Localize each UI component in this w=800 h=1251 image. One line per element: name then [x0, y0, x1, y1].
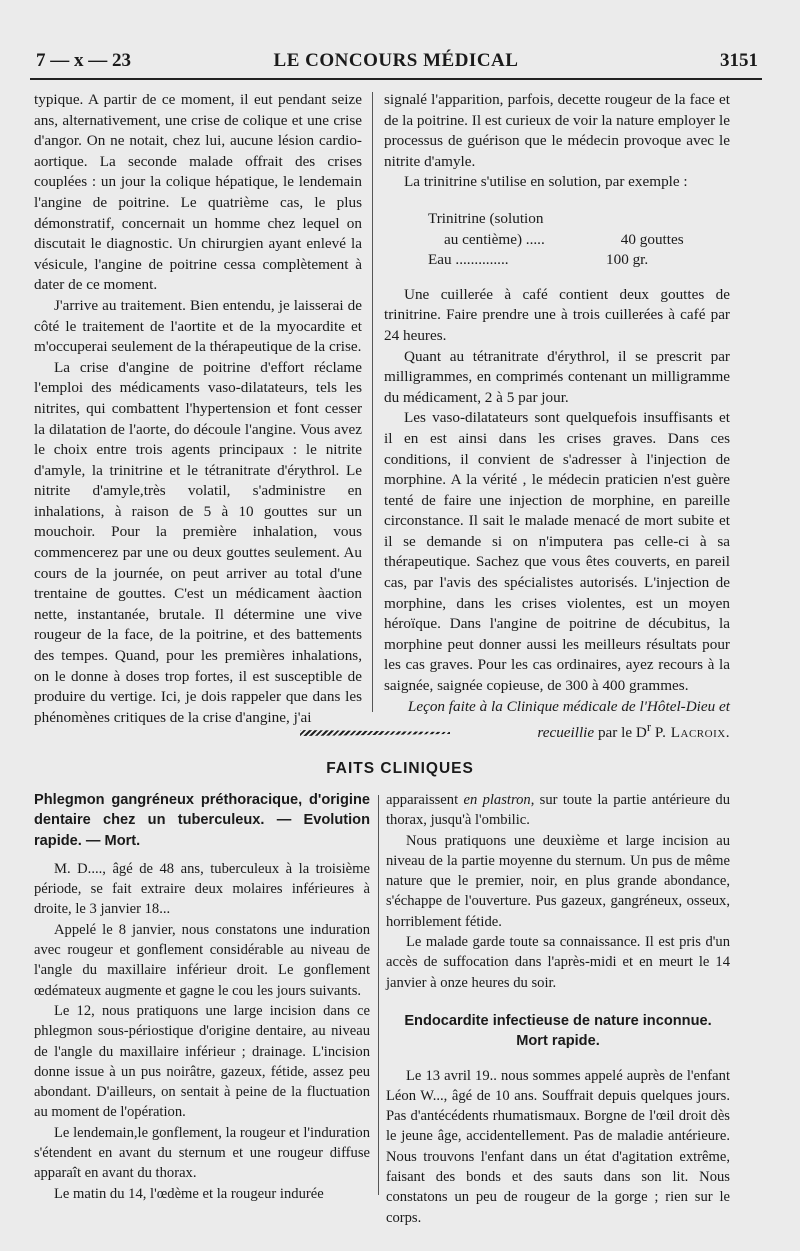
paragraph: La trinitrine s'utilise en solution, par exemple : — [404, 173, 688, 191]
paragraph: La crise d'angine de poitrine d'effort réclame l'emploi des médicaments vaso-dilatateurs, tels les nitrites, qui combattent l'hypertension et font cesser la dilatation de l'aorte, do découle l'angine. Vous avez le choix entre trois agents principaux : le nitrite d'amyle, la trinitrine et le tétranitrate d'érythrol. Le nitrite d'amyle,très volatil, s'administre en inhalations, à raison de 5 à 10 gouttes sur un mouchoir. Pour la première inhalation, vous commencerez par une ou deux gouttes seulement. Au cours de la journée, on peut arriver au total d'une trentaine de gouttes. C'est un médicament àaction nette, instantanée, brutale. Il détermine une vive rougeur de la face, de la poitrine, et des battements des tempes. Quand, pour les premières inhalations, on le donne à doses trop fortes, il est susceptible de produire du vertige. Ici, je dois rappeler que dans les phénomènes critiques de la crise d'angine, j'ai — [34, 358, 362, 726]
article-title: Endocardite infectieuse de nature inconnue. Mort rapide. — [404, 1012, 712, 1050]
header-date: 7 — x — 23 — [36, 50, 131, 71]
paragraph: Une cuillerée à café contient deux gouttes de trinitrine. Faire prendre une à trois cuillerées à café par 24 heures. — [384, 285, 730, 344]
section-title: FAITS CLINIQUES — [326, 760, 474, 777]
paragraph: typique. A partir de ce moment, il eut pendant seize ans, alternativement, une crise de colique et une crise d'angor. On ne notait, chez lui, aucune lésion cardio-aortique. La seconde malade offrait des crises couplées : un jour la colique hépatique, le lendemain l'angine de poitrine. Le quatrième cas, le plus démonstratif, concernait un homme chez lequel on discutait le diagnostic. Un chirurgien ayant enlevé la vésicule, l'angine de poitrine cessa complètement à dater de ce moment. — [34, 91, 362, 294]
paragraph: M. D...., âgé de 48 ans, tuberculeux à la troisième période, se fait extraire deux molaires inférieures à droite, le 3 janvier 18... — [34, 860, 370, 918]
paragraph: J'arrive au traitement. Bien entendu, je laisserai de côté le traitement de l'aortite et de la myocardite et m'occuperai seulement de la thérapeutique de la crise. — [34, 296, 362, 356]
paragraph: Quant au tétranitrate d'érythrol, il se prescrit par milligrammes, en comprimés contenant un milligramme du médicament, 2 à 5 par jour. — [384, 347, 730, 406]
paragraph: apparaissent en plastron, sur toute la partie antérieure du thorax, jusqu'à l'ombilic. — [386, 792, 730, 829]
column-1 — [34, 90, 362, 728]
citation: Leçon faite à la Clinique médicale de l'Hôtel-Dieu et recueillie par le $D^r$ P. Lacroix. — [407, 697, 730, 742]
running-header — [30, 48, 762, 80]
paragraph: Le malade garde toute sa connaissance. Il est pris d'un accès de suffocation dans l'après-midi et en meurt le 14 janvier à onze heures du soir. — [386, 934, 730, 991]
paragraph: Le lendemain,le gonflement, la rougeur et l'induration s'étendent en avant du sternum et une rougeur diffuse apparaît en avant du thorax. — [34, 1124, 370, 1182]
article-title: Phlegmon gangréneux préthoracique, d'origine dentaire chez un tuberculeux. — Evolution rapide. — Mort. — [34, 792, 370, 849]
column-divider — [372, 92, 373, 712]
paragraph: Les vaso-dilatateurs sont quelquefois insuffisants et il en est ainsi dans les crises graves. Dans ces conditions, il convient de s'adresser à l'injection de morphine. A la vérité , le médecin praticien n'est guère tenté de faire une injection de morphine, en pareille circonstance. Il sait le malade menacé de mort subite et il se demande si on n'imputera pas celle-ci à sa thérapeutique. Sachez que vous êtes couverts, en pareil cas, par l'avis des spécialistes autorisés. L'injection de morphine, dans les crises violentes, est un moyen héroïque. Dans l'angine de poitrine de décubitus, la morphine peut donner aussi les meilleurs résultats pour les cas graves. Pour les cas ordinaires, ayez recours à la saignée, saignée copieuse, de 300 à 400 grammes. — [384, 409, 730, 695]
journal-title: LE CONCOURS MÉDICAL — [273, 50, 519, 71]
prescription — [428, 209, 730, 271]
prescription-line: au centième) ..... 40 gouttes — [444, 230, 684, 248]
column-2 — [384, 90, 730, 744]
paragraph: signalé l'apparition, parfois, decette rougeur de la face et de la poitrine. Il est curieux de voir la nature employer le processus de guérison que le médecin provoque avec le nitrite d'amyle. — [384, 91, 730, 170]
paragraph: Le 13 avril 19.. nous sommes appelé auprès de l'enfant Léon W..., âgé de 10 ans. Souffrait depuis quelques jours. Pas d'antécédents rhumatismaux. Borgne de l'œil droit dès le jeune âge, accidentellement. Pas de maladie antérieure. Nous trouvons l'enfant dans un état d'agitation extrême, faisant des bonds et des sauts dans son lit. Nous constatons un peu de rougeur de la gorge ; rien sur le corps. — [386, 1067, 730, 1226]
column-divider — [378, 795, 379, 1195]
paragraph: Le matin du 14, l'œdème et la rougeur indurée — [54, 1185, 324, 1202]
prescription-line: Trinitrine (solution — [428, 209, 544, 227]
page-number: 3151 — [720, 50, 758, 71]
prescription-line: Eau .............. 100 gr. — [428, 251, 649, 269]
paragraph: Le 12, nous pratiquons une large incision dans ce phlegmon sous-périostique d'origine dentaire, au niveau de l'angle du maxillaire inférieur ; drainage. L'incision donne issue à un pus noirâtre, gazeux, fétide, assez peu abondant. D'ailleurs, on sentait à peine de la fluctuation au moment de l'opération. — [34, 1002, 370, 1121]
paragraph: Appelé le 8 janvier, nous constatons une induration avec rougeur et gonflement considérable au niveau de l'angle du maxillaire inférieur droit. Le gonflement œdémateux augmente et gagne le cou les jours suivants. — [34, 921, 370, 999]
column-4 — [386, 790, 730, 1228]
paragraph: Nous pratiquons une deuxième et large incision au niveau de la partie moyenne du sternum. Un pus de même nature que le premier, noir, en plus grande abondance, s'échappe de l'ouverture. Pus gazeux, gangréneux, osseux, horriblement fétide. — [386, 832, 730, 930]
column-3 — [34, 790, 370, 1204]
